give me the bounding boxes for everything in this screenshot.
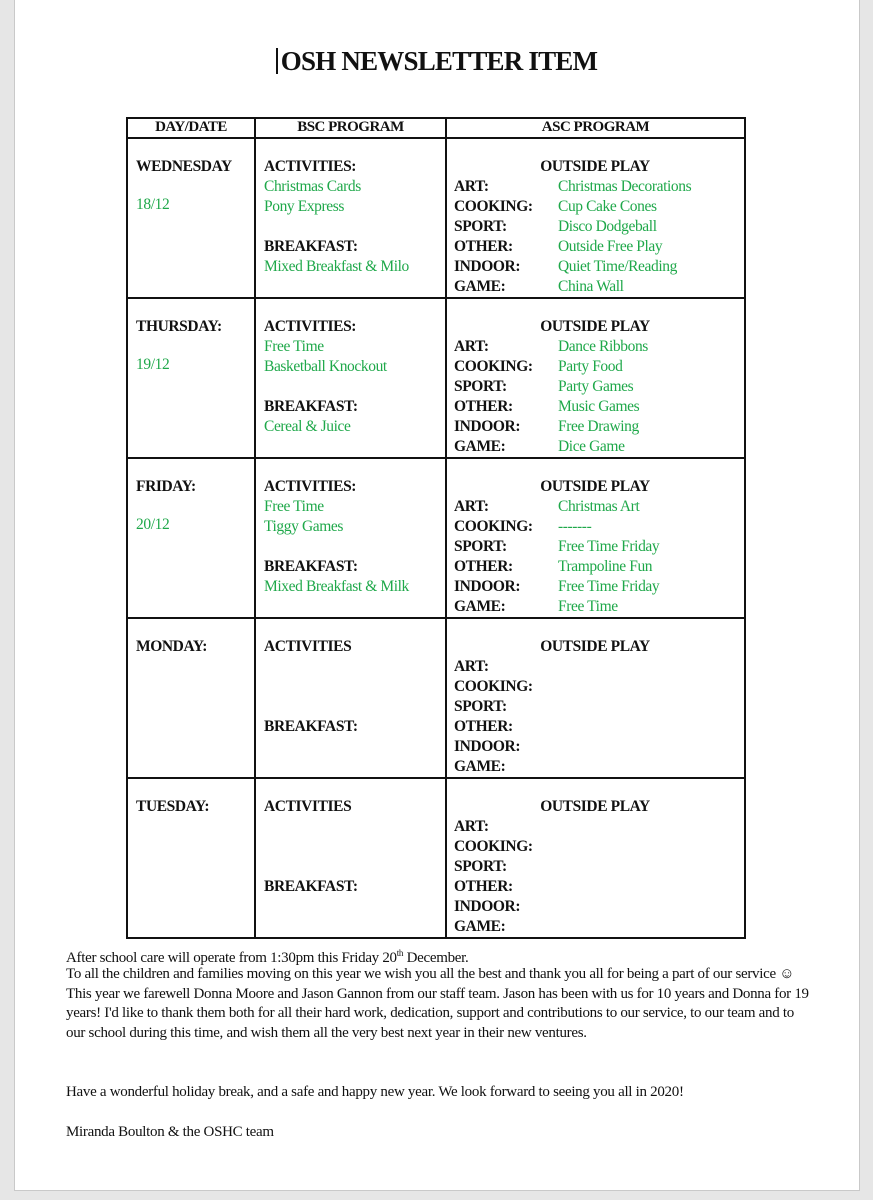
asc-cell: [446, 618, 745, 778]
breakfast-label: BREAKFAST:: [264, 398, 358, 415]
table-header-row: [127, 118, 745, 138]
asc-item: [454, 337, 744, 357]
asc-item: [454, 817, 744, 837]
asc-key: SPORT:: [454, 538, 507, 555]
asc-item: [454, 377, 744, 397]
asc-value: Dance Ribbons: [558, 338, 648, 355]
outside-play-heading: OUTSIDE PLAY: [540, 318, 650, 335]
breakfast-label: BREAKFAST:: [264, 878, 358, 895]
activity-text: Tiggy Games: [264, 518, 343, 535]
asc-key: OTHER:: [454, 398, 513, 415]
activities-label: ACTIVITIES:: [264, 318, 357, 335]
asc-key: GAME:: [454, 438, 506, 455]
asc-key: ART:: [454, 178, 489, 195]
activity-item: Free Time: [264, 338, 324, 355]
activity-item: Free Time: [264, 498, 324, 515]
header-day-date: DAY/DATE: [127, 118, 255, 138]
activity-item: [264, 657, 445, 677]
asc-item: [454, 697, 744, 717]
breakfast-item: Mixed Breakfast & Milk: [264, 578, 409, 595]
asc-key: SPORT:: [454, 698, 507, 715]
bsc-cell: [255, 298, 446, 458]
activity-item: Christmas Cards: [264, 178, 361, 195]
asc-value: Party Food: [558, 358, 623, 375]
activity-text: Pony Express: [264, 198, 345, 215]
asc-item: [454, 757, 744, 777]
footer-line-1-end: December.: [403, 950, 469, 966]
day-name: MONDAY:: [136, 638, 207, 655]
asc-item: [454, 277, 744, 297]
asc-key: COOKING:: [454, 198, 533, 215]
table-row: [127, 618, 745, 778]
activities-label: ACTIVITIES:: [264, 158, 357, 175]
asc-key: GAME:: [454, 758, 506, 775]
footer-line-1-sup: th: [396, 948, 404, 958]
asc-item: [454, 437, 744, 457]
asc-value: Quiet Time/Reading: [558, 258, 677, 275]
day-date: 18/12: [136, 196, 170, 213]
asc-cell: [446, 778, 745, 938]
table-row: [127, 138, 745, 298]
bsc-cell: [255, 618, 446, 778]
activity-item: [264, 817, 445, 837]
asc-key: ART:: [454, 498, 489, 515]
asc-item: [454, 717, 744, 737]
asc-key: ART:: [454, 818, 489, 835]
asc-value: Dice Game: [558, 438, 625, 455]
table-row: [127, 298, 745, 458]
asc-value: Free Time Friday: [558, 538, 660, 555]
footer-signature: Miranda Boulton & the OSHC team: [66, 1124, 274, 1140]
day-date: 20/12: [136, 516, 170, 533]
text-cursor: [276, 48, 278, 74]
asc-value: -------: [558, 518, 592, 535]
breakfast-label: BREAKFAST:: [264, 238, 358, 255]
asc-key: COOKING:: [454, 678, 533, 695]
activity-item: [264, 837, 445, 857]
day-date: 19/12: [136, 356, 170, 373]
asc-key: COOKING:: [454, 518, 533, 535]
asc-value: Free Drawing: [558, 418, 639, 435]
asc-item: [454, 497, 744, 517]
title-text: OSH NEWSLETTER ITEM: [280, 46, 598, 76]
asc-key: OTHER:: [454, 718, 513, 735]
asc-key: INDOOR:: [454, 258, 521, 275]
activity-text: Basketball Knockout: [264, 358, 387, 375]
outside-play-heading: OUTSIDE PLAY: [540, 478, 650, 495]
asc-key: OTHER:: [454, 878, 513, 895]
asc-value: Christmas Decorations: [558, 178, 692, 195]
asc-item: [454, 517, 744, 537]
activity-item: [264, 197, 445, 217]
day-name: FRIDAY:: [136, 478, 196, 495]
asc-value: Cup Cake Cones: [558, 198, 657, 215]
asc-item: [454, 217, 744, 237]
asc-key: SPORT:: [454, 858, 507, 875]
asc-item: [454, 737, 744, 757]
table-row: [127, 778, 745, 938]
asc-key: GAME:: [454, 918, 506, 935]
asc-key: INDOOR:: [454, 898, 521, 915]
asc-value: Trampoline Fun: [558, 558, 653, 575]
bsc-cell: [255, 458, 446, 618]
day-cell: [127, 298, 255, 458]
asc-item: [454, 417, 744, 437]
day-cell: [127, 458, 255, 618]
day-name: TUESDAY:: [136, 798, 210, 815]
asc-item: [454, 357, 744, 377]
asc-key: GAME:: [454, 278, 506, 295]
activity-item: [264, 357, 445, 377]
asc-value: Free Time Friday: [558, 578, 660, 595]
asc-item: [454, 557, 744, 577]
day-cell: [127, 138, 255, 298]
breakfast-item: Mixed Breakfast & Milo: [264, 258, 409, 275]
asc-item: [454, 237, 744, 257]
activities-label: ACTIVITIES: [264, 638, 352, 655]
asc-item: [454, 197, 744, 217]
asc-value: Free Time: [558, 598, 618, 615]
outside-play-heading: OUTSIDE PLAY: [540, 798, 650, 815]
asc-item: [454, 397, 744, 417]
asc-key: SPORT:: [454, 378, 507, 395]
asc-key: OTHER:: [454, 238, 513, 255]
activity-item: [264, 517, 445, 537]
asc-key: GAME:: [454, 598, 506, 615]
asc-item: [454, 537, 744, 557]
footer-message: To all the children and families moving on this year we wish you all the best and thank you all for being a part of our service ☺ This year we farewell Donna Moore and Jason Gannon from our staff team. Jason has been with us for 10 years and Donna for 19 years! I'd like to thank them both for all their hard work, dedication, support and contributions to our service, to our team and to our school during this time, and wish them all the very best next year in their new ventures.: [66, 966, 809, 1041]
breakfast-label: BREAKFAST:: [264, 558, 358, 575]
asc-item: [454, 897, 744, 917]
page-title: [0, 46, 873, 77]
asc-item: [454, 857, 744, 877]
activities-label: ACTIVITIES:: [264, 478, 357, 495]
asc-key: ART:: [454, 658, 489, 675]
asc-item: [454, 597, 744, 617]
asc-key: OTHER:: [454, 558, 513, 575]
asc-key: INDOOR:: [454, 738, 521, 755]
asc-item: [454, 677, 744, 697]
outside-play-heading: OUTSIDE PLAY: [540, 158, 650, 175]
day-cell: [127, 618, 255, 778]
asc-item: [454, 917, 744, 937]
header-bsc-program: BSC PROGRAM: [255, 118, 446, 138]
table-row: [127, 458, 745, 618]
asc-key: SPORT:: [454, 218, 507, 235]
program-table: [126, 117, 746, 939]
asc-value: China Wall: [558, 278, 624, 295]
asc-value: Christmas Art: [558, 498, 640, 515]
breakfast-item: Cereal & Juice: [264, 418, 351, 435]
activities-label: ACTIVITIES: [264, 798, 352, 815]
asc-value: Party Games: [558, 378, 634, 395]
asc-item: [454, 657, 744, 677]
asc-cell: [446, 458, 745, 618]
asc-key: COOKING:: [454, 358, 533, 375]
asc-key: COOKING:: [454, 838, 533, 855]
day-name: WEDNESDAY: [136, 158, 232, 175]
asc-key: INDOOR:: [454, 418, 521, 435]
asc-item: [454, 177, 744, 197]
header-asc-program: ASC PROGRAM: [446, 118, 745, 138]
activity-item: [264, 677, 445, 697]
asc-value: Outside Free Play: [558, 238, 663, 255]
day-name: THURSDAY:: [136, 318, 222, 335]
asc-value: Music Games: [558, 398, 640, 415]
breakfast-label: BREAKFAST:: [264, 718, 358, 735]
asc-item: [454, 837, 744, 857]
asc-key: ART:: [454, 338, 489, 355]
bsc-cell: [255, 138, 446, 298]
asc-item: [454, 877, 744, 897]
day-cell: [127, 778, 255, 938]
asc-value: Disco Dodgeball: [558, 218, 657, 235]
outside-play-heading: OUTSIDE PLAY: [540, 638, 650, 655]
asc-key: INDOOR:: [454, 578, 521, 595]
asc-item: [454, 257, 744, 277]
footer-line-1-text: After school care will operate from 1:30pm this Friday 20: [66, 950, 397, 966]
asc-cell: [446, 298, 745, 458]
bsc-cell: [255, 778, 446, 938]
footer-holiday-wish: Have a wonderful holiday break, and a safe and happy new year. We look forward to seeing you all in 2020!: [66, 1084, 684, 1100]
asc-cell: [446, 138, 745, 298]
asc-item: [454, 577, 744, 597]
